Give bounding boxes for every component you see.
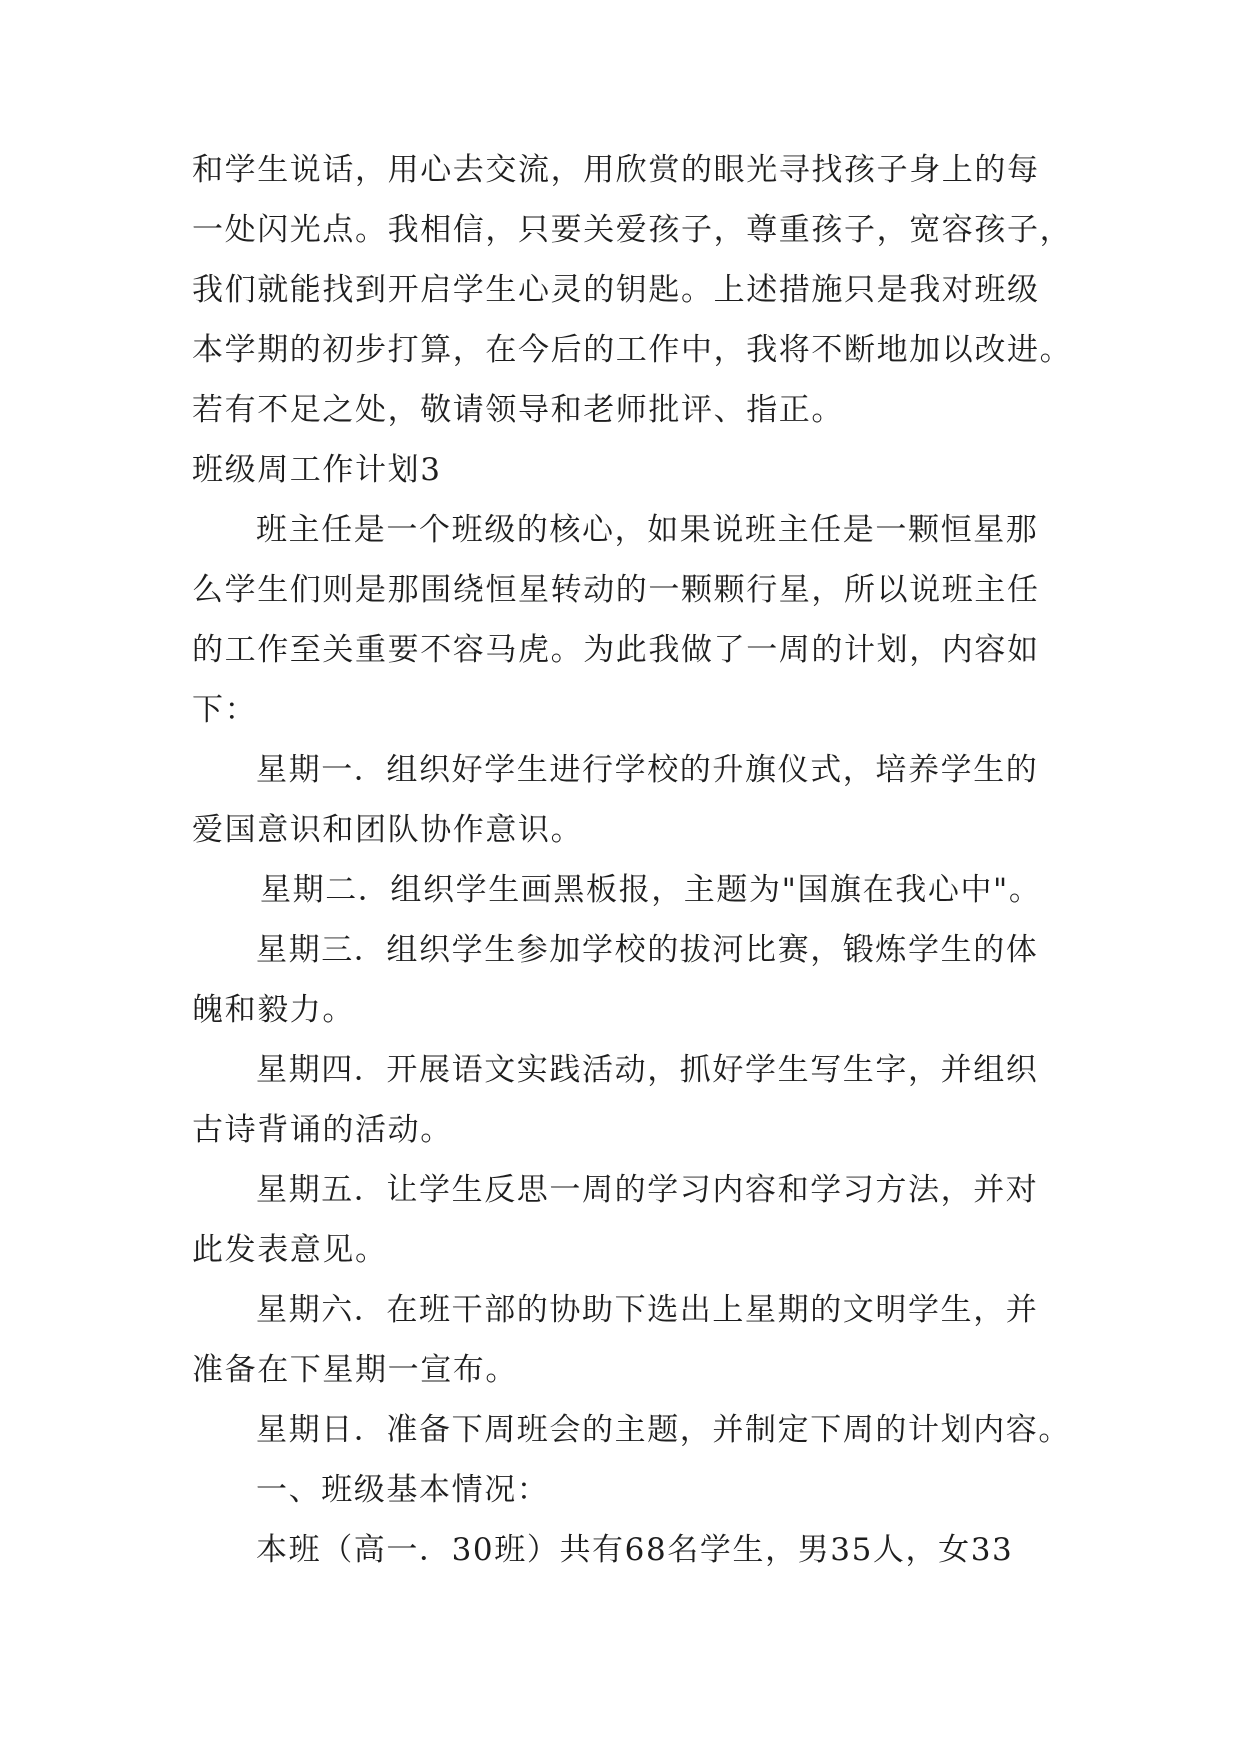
text-line: 古诗背诵的活动。	[192, 1112, 453, 1148]
text-line: 准备在下星期一宣布。	[192, 1352, 518, 1388]
section-heading: 班级周工作计划3	[192, 452, 442, 488]
text-line: 一、班级基本情况：	[256, 1472, 550, 1508]
text-line: 星期日．准备下周班会的主题，并制定下周的计划内容。	[256, 1412, 1071, 1448]
text-line: 下：	[192, 692, 258, 728]
text-line: 魄和毅力。	[192, 992, 355, 1028]
text-line: 星期三．组织学生参加学校的拔河比赛，锻炼学生的体	[256, 932, 1039, 968]
text-line: 班主任是一个班级的核心，如果说班主任是一颗恒星那	[256, 512, 1039, 548]
text-line: 若有不足之处，敬请领导和老师批评、指正。	[192, 392, 844, 428]
text-line: 星期一．组织好学生进行学校的升旗仪式，培养学生的	[256, 752, 1039, 788]
text-line: 星期六．在班干部的协助下选出上星期的文明学生，并	[256, 1292, 1039, 1328]
text-line: 的工作至关重要不容马虎。为此我做了一周的计划，内容如	[192, 632, 1040, 668]
text-line: 星期二．组织学生画黑板报，主题为"国旗在我心中"。	[260, 872, 1042, 908]
text-line: 此发表意见。	[192, 1232, 388, 1268]
text-line: 么学生们则是那围绕恒星转动的一颗颗行星，所以说班主任	[192, 572, 1040, 608]
text-line: 星期五．让学生反思一周的学习内容和学习方法，并对	[256, 1172, 1039, 1208]
text-line: 星期四．开展语文实践活动，抓好学生写生字，并组织	[256, 1052, 1039, 1088]
text-line: 本学期的初步打算，在今后的工作中，我将不断地加以改进。	[192, 332, 1073, 368]
text-line: 我们就能找到开启学生心灵的钥匙。上述措施只是我对班级	[192, 272, 1040, 308]
text-line: 本班（高一．30班）共有68名学生，男35人，女33	[256, 1532, 1014, 1568]
text-line: 爱国意识和团队协作意识。	[192, 812, 584, 848]
text-line: 和学生说话，用心去交流，用欣赏的眼光寻找孩子身上的每	[192, 152, 1040, 188]
text-line: 一处闪光点。我相信，只要关爱孩子，尊重孩子，宽容孩子，	[192, 212, 1073, 248]
